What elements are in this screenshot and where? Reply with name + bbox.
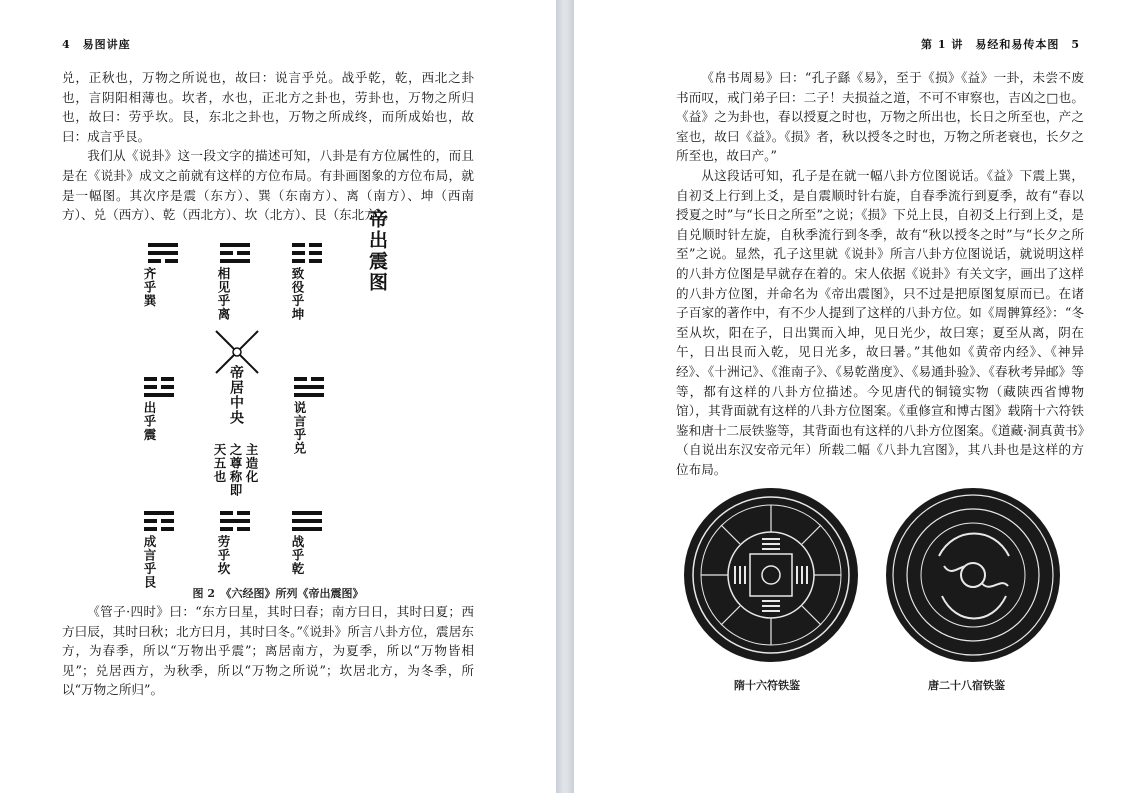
sui-mirror-image: [682, 486, 860, 664]
center-text-3: 天五也: [212, 443, 227, 484]
left-para-1: 兑，正秋也，万物之所说也，故曰：说言乎兑。战乎乾，乾，西北之卦也，言阴阳相薄也。坎者，水也，正北方之卦也，劳卦也，万物之所归也，故曰：劳乎坎。艮，东北之卦也，万物之所成终，而所成始也，故曰：成言乎艮。: [62, 70, 474, 144]
left-text-top: [62, 68, 474, 225]
right-para-2: 从这段话可知，孔子是在就一幅八卦方位图说话。《益》下震上巽，自初爻上行到上爻，是自震顺时针右旋，自春季流行到夏季，故有“春以授夏之时”与“长日之所至”之说；《损》下兑上艮，自初爻上行到上爻，是自兑顺时针左旋，自秋季流行到冬季，故有“秋以授冬之时”与“长夕之所至”之说。显然，孔子这里就《说卦》所言八卦方位图说话，就说明这样的八卦方位图是早就存在着的。宋人依据《说卦》有关文字，画出了这样的八卦方位图，并命名为《帝出震图》，只不过是把原图复原而已。在诸子百家的著作中，有不少人提到了这样的八卦方位。如《周髀算经》：“冬至从坎，阳在子，日出巽而入坤，见日光少，故曰寒；夏至从离，阴在午，日出艮而入乾，见日光多，故曰暑。”其他如《黄帝内经》、《神异经》、《十洲记》、《淮南子》、《易乾凿度》、《易通卦验》、《春秋考异邮》等等，都有这样的八卦方位描述。今见唐代的铜镜实物（藏陕西省博物馆），其背面就有这样的八卦方位图案。《重修宣和博古图》载隋十六符铁鉴和唐十二辰铁鉴等，其背面也有这样的八卦方位图案。《道藏·洞真黄书》（自说出东汉安帝元年）所载二幅《八卦九宫图》，其八卦也是这样的方位布局。: [676, 167, 1084, 477]
label-li: 相见乎离: [216, 267, 231, 321]
trigram-zhen: [144, 377, 174, 401]
trigram-li: [220, 243, 250, 267]
figure-caption: 图 2 《六经图》所列《帝出震图》: [192, 587, 364, 600]
di-chu-zhen-figure: [120, 205, 440, 589]
label-center: 帝居中央: [228, 365, 244, 425]
center-text-2: 之尊称即: [228, 443, 243, 497]
figure-title: 帝出震图: [366, 209, 388, 293]
center-text-1: 主造化: [244, 443, 259, 484]
tang-mirror-image: [884, 486, 1062, 664]
trigram-gen: [144, 511, 174, 535]
left-text-bottom: [62, 602, 474, 700]
label-qian: 战乎乾: [290, 535, 305, 576]
right-page: [574, 0, 1132, 793]
trigram-qian: [292, 511, 322, 535]
trigram-kan: [220, 511, 250, 535]
label-gen: 成言乎艮: [142, 535, 157, 589]
page-gutter: [556, 0, 574, 793]
left-para-2: 我们从《说卦》这一段文字的描述可知，八卦是有方位属性的，而且是在《说卦》成文之前就有这样的方位布局。有卦画图象的方位布局，就是一幅图。其次序是震（东方）、巽（东南方）、离（南方）、坤（西南方）、兑（西方）、乾（西北方）、坎（北方）、艮（东北方）。: [62, 148, 474, 223]
right-para-1: 《帛书周易》曰：“孔子繇《易》，至于《损》《益》一卦，未尝不废书而叹，戒门弟子曰：二子！夫损益之道，不可不审察也，吉凶之□也。《益》之为卦也，春以授夏之时也，万物之所出也，长日之所至也，产之室也，故曰《益》。《损》者，秋以授冬之时也，万物之所老衰也，长夕之所至也，故曰产。”: [676, 70, 1084, 164]
label-kun: 致役乎坤: [290, 267, 305, 321]
label-xun: 齐乎巽: [142, 267, 157, 308]
tang-mirror-caption: 唐二十八宿铁鉴: [928, 679, 1005, 692]
trigram-kun: [292, 243, 322, 267]
trigram-xun: [148, 243, 178, 267]
left-page: [0, 0, 556, 793]
trigram-dui: [294, 377, 324, 401]
left-running-head: 4 易图讲座: [62, 38, 131, 51]
label-kan: 劳乎坎: [216, 535, 231, 576]
left-para-3: 《管子·四时》曰：“东方曰星，其时曰春；南方曰日，其时曰夏；西方曰辰，其时曰秋；北方曰月，其时曰冬。”《说卦》所言八卦方位，震居东方，为春季，所以“万物出乎震”；离居南方，为夏季，所以“万物皆相见”；兑居西方，为秋季，所以“万物之所说”；坎居北方，为冬季，所以“万物之所归”。: [62, 604, 474, 698]
right-text: [676, 68, 1084, 479]
label-zhen: 出乎震: [142, 401, 157, 442]
label-dui: 说言乎兑: [292, 401, 307, 455]
right-running-head: 第 1 讲 易经和易传本图 5: [921, 38, 1080, 51]
sui-mirror-caption: 隋十六符铁鉴: [734, 679, 800, 692]
